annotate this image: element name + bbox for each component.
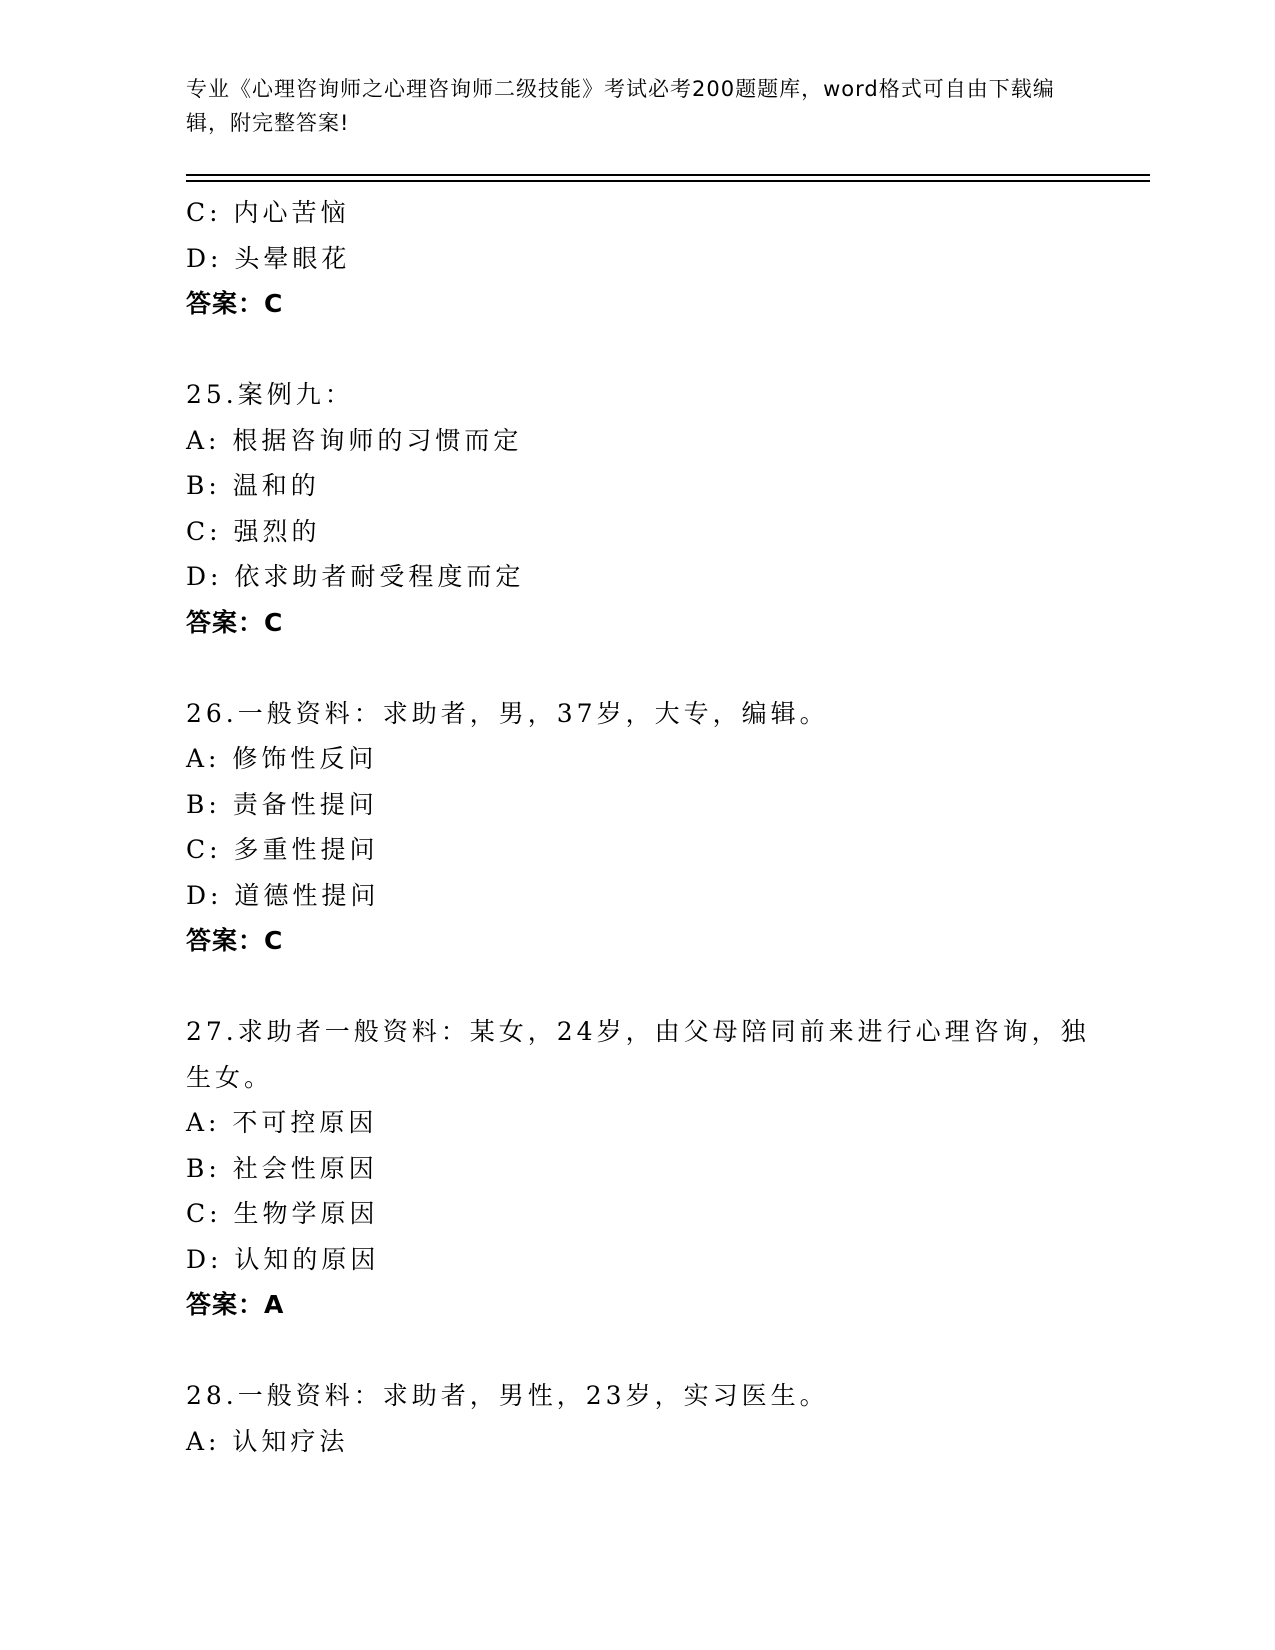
answer: 答案：C [186,607,284,637]
option-a: A: 认知疗法 [186,1426,349,1456]
header-rule-top [186,174,1150,176]
spacer [186,1328,1106,1374]
option-b: B: 温和的 [186,471,320,500]
spacer [186,645,1106,691]
option-a: A: 根据咨询师的习惯而定 [186,425,523,455]
option-d: D: 头晕眼花 [186,243,351,273]
option-c: C: 生物学原因 [186,1199,379,1228]
question-block-25 [186,372,1106,645]
option-b: B: 社会性原因 [186,1153,378,1183]
answer: 答案：C [186,289,284,318]
question-text: 25.案例九： [186,380,354,409]
question-text: 27.求助者一般资料：某女，24岁，由父母陪同前来进行心理咨询，独生女。 [186,1017,1090,1092]
spacer [186,327,1106,373]
option-c: C: 多重性提问 [186,835,379,864]
question-block-27 [186,1009,1106,1328]
document-header: 专业《心理咨询师之心理咨询师二级技能》考试必考200题题库，word格式可自由下载编辑，附完整答案! [186,77,1055,135]
answer: 答案：A [186,1290,285,1319]
question-block-24 [186,190,1106,327]
question-block-26 [186,691,1106,964]
header-rule-bottom [186,180,1150,182]
document-body [186,190,1106,1464]
question-text: 26.一般资料：求助者，男，37岁，大专，编辑。 [186,698,829,728]
option-c: C: 内心苦恼 [186,198,350,227]
option-d: D: 道德性提问 [186,880,380,910]
option-d: D: 依求助者耐受程度而定 [186,562,525,591]
question-text: 28.一般资料：求助者，男性，23岁，实习医生。 [186,1381,829,1410]
option-a: A: 修饰性反问 [186,744,378,773]
option-d: D: 认知的原因 [186,1244,380,1274]
option-b: B: 责备性提问 [186,789,378,819]
question-block-28 [186,1373,1106,1464]
spacer [186,964,1106,1010]
option-a: A: 不可控原因 [186,1108,378,1137]
option-c: C: 强烈的 [186,516,321,546]
answer: 答案：C [186,926,284,955]
